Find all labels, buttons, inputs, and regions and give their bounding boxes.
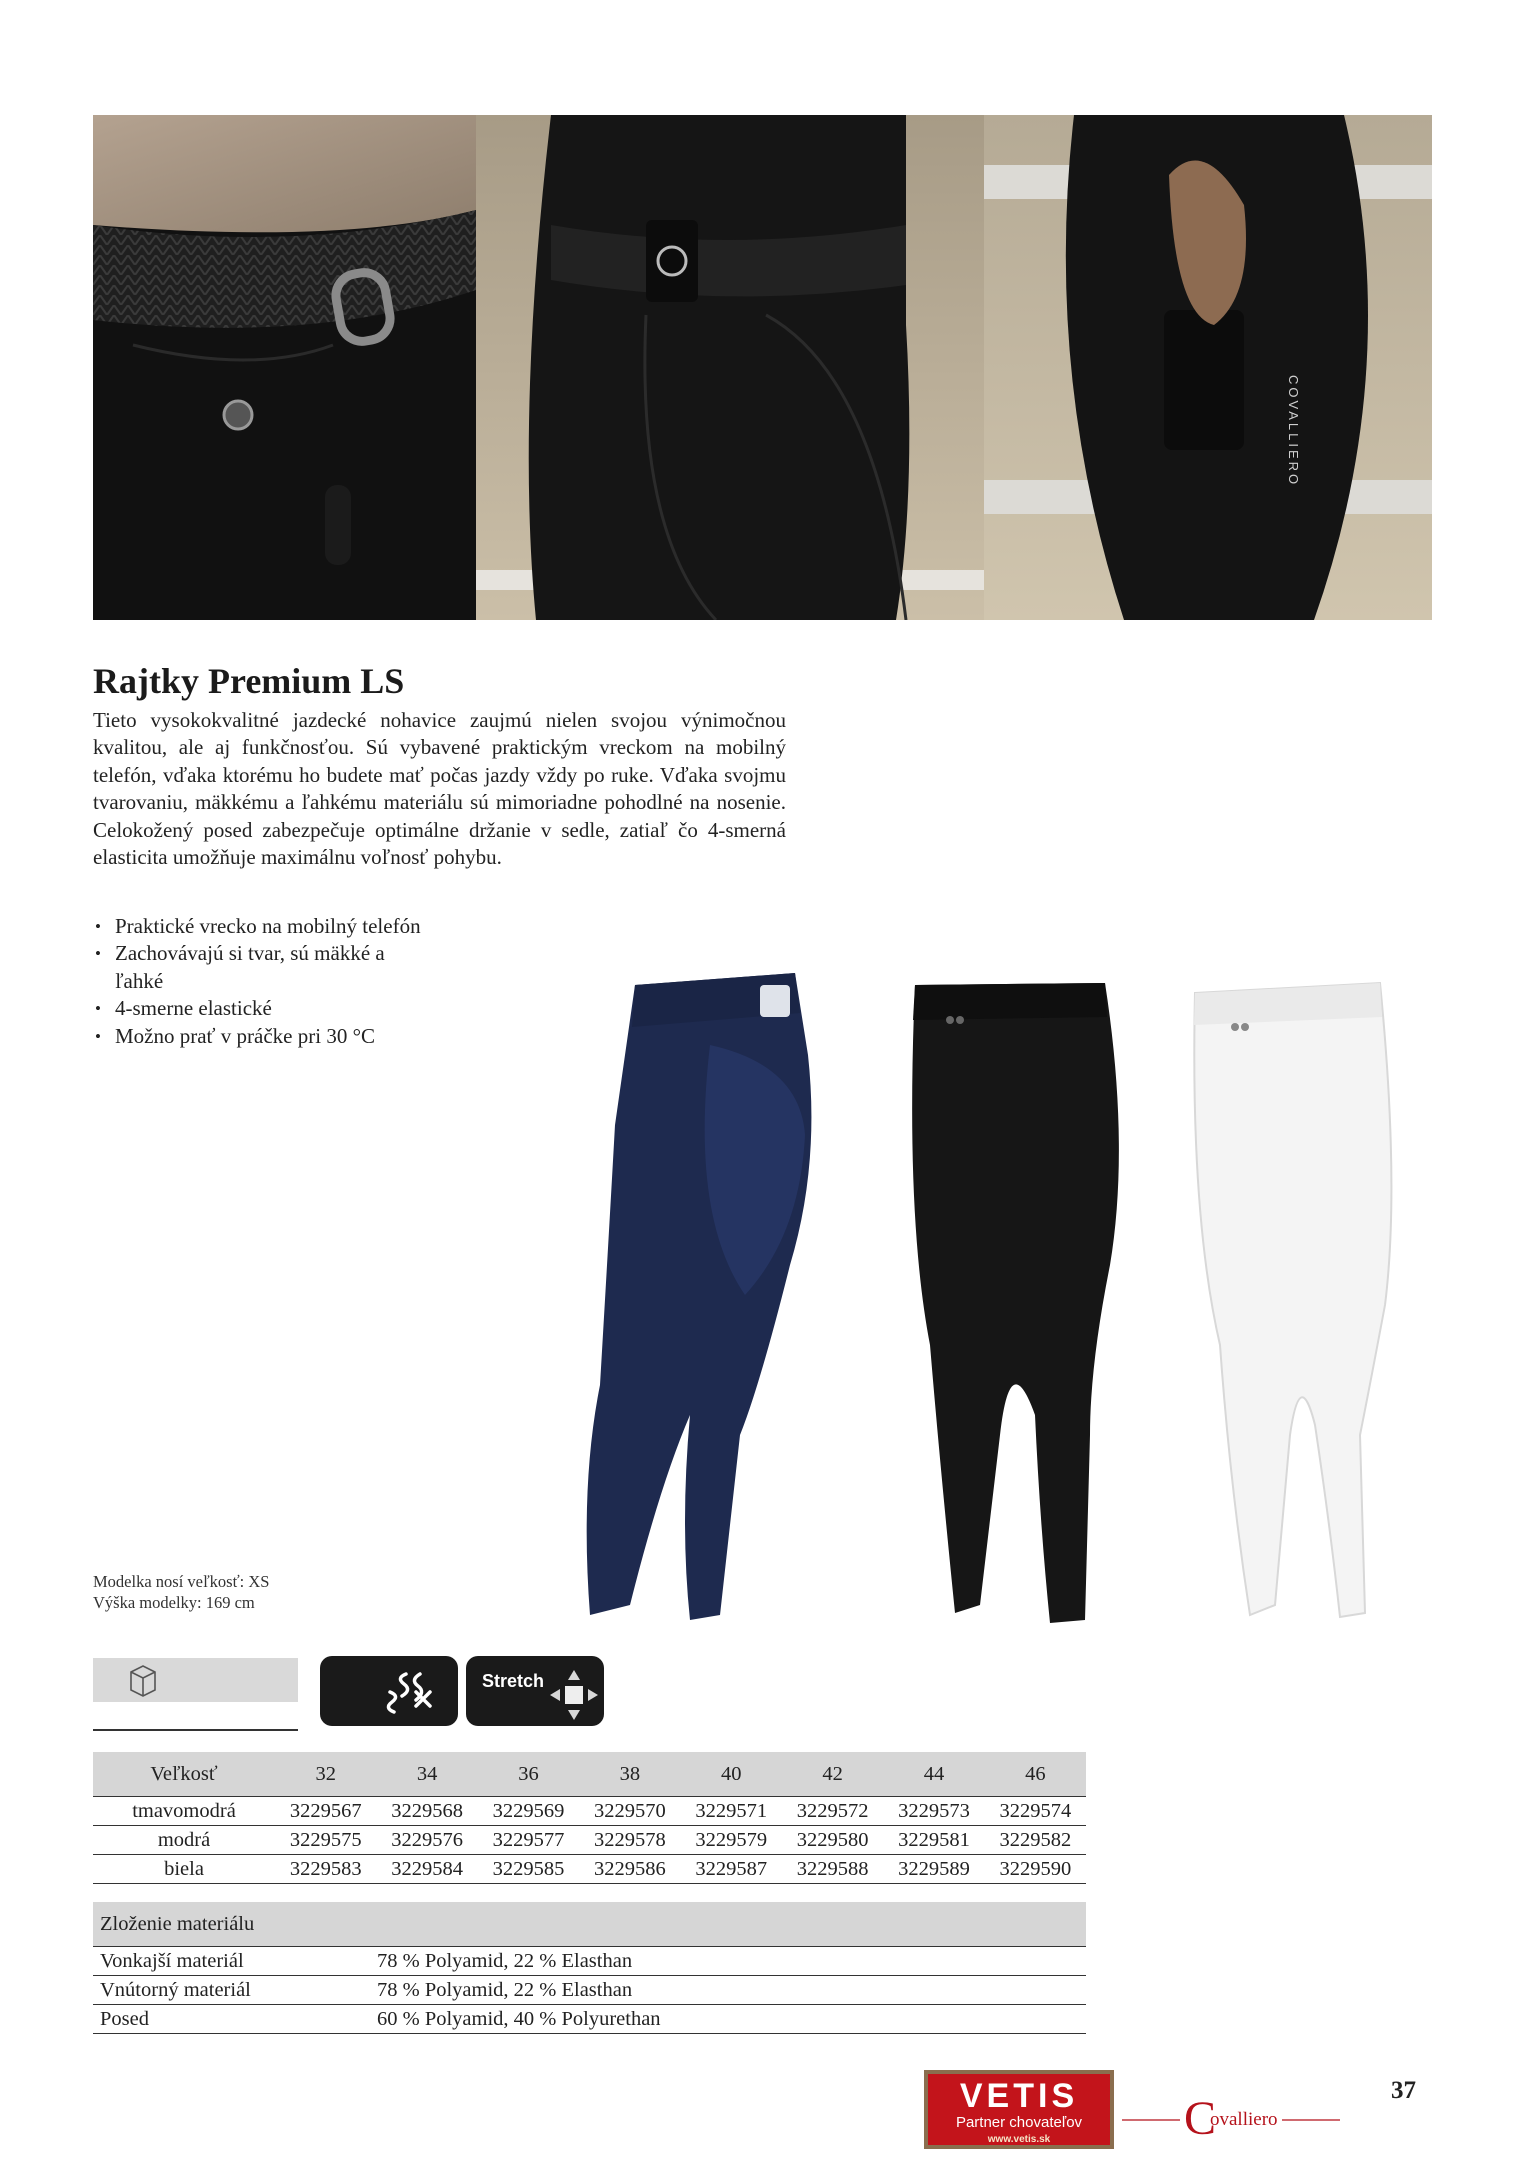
article-code: 3229584 — [376, 1855, 477, 1884]
article-code: 3229574 — [985, 1797, 1086, 1826]
model-info — [93, 1571, 269, 1613]
article-code: 3229585 — [478, 1855, 579, 1884]
size-column-header: 34 — [376, 1752, 477, 1797]
table-row — [93, 2005, 1086, 2034]
article-code: 3229583 — [275, 1855, 376, 1884]
box-icon — [121, 1658, 165, 1702]
article-code: 3229580 — [782, 1826, 883, 1855]
table-row — [93, 1797, 1086, 1826]
feature-item: • Praktické vrecko na mobilný telefón — [93, 913, 433, 940]
article-code: 3229576 — [376, 1826, 477, 1855]
photo-phone-pocket — [984, 115, 1432, 620]
table-row — [93, 1947, 1086, 1976]
breathable-badge — [320, 1656, 458, 1726]
size-column-header: 38 — [579, 1752, 680, 1797]
model-height: Výška modelky: 169 cm — [93, 1593, 255, 1612]
article-code: 3229575 — [275, 1826, 376, 1855]
model-size: Modelka nosí veľkosť: XS — [93, 1572, 270, 1591]
stretch-label: Stretch — [482, 1671, 545, 1691]
table-row — [93, 1976, 1086, 2005]
vetis-name: VETIS — [959, 2077, 1079, 2115]
article-code: 3229586 — [579, 1855, 680, 1884]
pants-white-image — [1194, 983, 1391, 1617]
article-code: 3229573 — [883, 1797, 984, 1826]
vetis-logo — [924, 2070, 1114, 2149]
article-code: 3229567 — [275, 1797, 376, 1826]
material-name: Vnútorný materiál — [93, 1976, 370, 2005]
vetis-url: www.vetis.sk — [987, 2134, 1051, 2145]
size-column-header: 42 — [782, 1752, 883, 1797]
article-code: 3229579 — [681, 1826, 782, 1855]
covalliero-logo — [1122, 2080, 1340, 2144]
article-code: 3229587 — [681, 1855, 782, 1884]
article-code: 3229589 — [883, 1855, 984, 1884]
size-table — [93, 1752, 1086, 1884]
material-name: Posed — [93, 2005, 370, 2034]
size-column-header: 46 — [985, 1752, 1086, 1797]
vetis-tagline: Partner chovateľov — [955, 2114, 1083, 2131]
stretch-arrows-icon — [466, 1656, 604, 1726]
material-name: Vonkajší materiál — [93, 1947, 370, 1976]
article-code: 3229577 — [478, 1826, 579, 1855]
article-code: 3229581 — [883, 1826, 984, 1855]
size-guide-bar — [93, 1658, 298, 1702]
size-header-row — [93, 1752, 1086, 1797]
article-code: 3229571 — [681, 1797, 782, 1826]
size-column-header: 40 — [681, 1752, 782, 1797]
size-column-header: 44 — [883, 1752, 984, 1797]
product-description: Tieto vysokokvalitné jazdecké nohavice zaujmú nielen svojou výnimočnou kvalitou, ale aj funkčnosťou. Sú vybavené praktickým vreckom na mobilný telefón, vďaka ktorému ho budete mať počas jazdy vždy po ruke. Vďaka svojmu tvarovaniu, mäkkému a ľahkému materiálu sú mimoriadne pohodlné na nosenie. Celokožený posed zabezpečuje optimálne držanie v sedle, zatiaľ čo 4-smerná elasticita umožňuje maximálnu voľnosť pohybu. — [93, 708, 786, 870]
table-row — [93, 1826, 1086, 1855]
size-column-header: 36 — [478, 1752, 579, 1797]
table-row — [93, 1855, 1086, 1884]
article-code: 3229572 — [782, 1797, 883, 1826]
color-name: biela — [93, 1855, 275, 1884]
color-name: tmavomodrá — [93, 1797, 275, 1826]
material-value: 60 % Polyamid, 40 % Polyurethan — [370, 2005, 1086, 2034]
article-code: 3229569 — [478, 1797, 579, 1826]
material-table-header: Zloženie materiálu — [93, 1902, 1086, 1947]
article-code: 3229570 — [579, 1797, 680, 1826]
article-code: 3229588 — [782, 1855, 883, 1884]
photo-belt-closeup — [93, 115, 476, 620]
product-images — [570, 965, 1400, 1625]
feature-item: • 4-smerne elastické — [93, 995, 433, 1022]
article-code: 3229582 — [985, 1826, 1086, 1855]
size-header-label: Veľkosť — [93, 1752, 275, 1797]
product-title: Rajtky Premium LS — [93, 661, 405, 701]
article-code: 3229590 — [985, 1855, 1086, 1884]
divider-line — [93, 1729, 298, 1731]
material-value: 78 % Polyamid, 22 % Elasthan — [370, 1976, 1086, 2005]
page-number: 37 — [1391, 2077, 1416, 2104]
article-code: 3229578 — [579, 1826, 680, 1855]
article-code: 3229568 — [376, 1797, 477, 1826]
feature-list — [93, 913, 433, 1050]
covalliero-rest: ovalliero — [1210, 2109, 1278, 2130]
material-value: 78 % Polyamid, 22 % Elasthan — [370, 1947, 1086, 1976]
color-name: modrá — [93, 1826, 275, 1855]
pants-black-image — [912, 983, 1119, 1623]
stretch-badge — [466, 1656, 604, 1726]
covalliero-initial: C — [1184, 2092, 1217, 2144]
pants-navy-image — [587, 973, 812, 1620]
feature-item: • Zachovávajú si tvar, sú mäkké a ľahké — [93, 940, 433, 995]
photo-brand-text: COVALLIERO — [1286, 375, 1301, 488]
size-column-header: 32 — [275, 1752, 376, 1797]
airflow-icon — [320, 1656, 458, 1726]
feature-item: • Možno prať v práčke pri 30 °C — [93, 1023, 433, 1050]
photo-back-view — [476, 115, 984, 620]
material-table — [93, 1902, 1086, 2034]
